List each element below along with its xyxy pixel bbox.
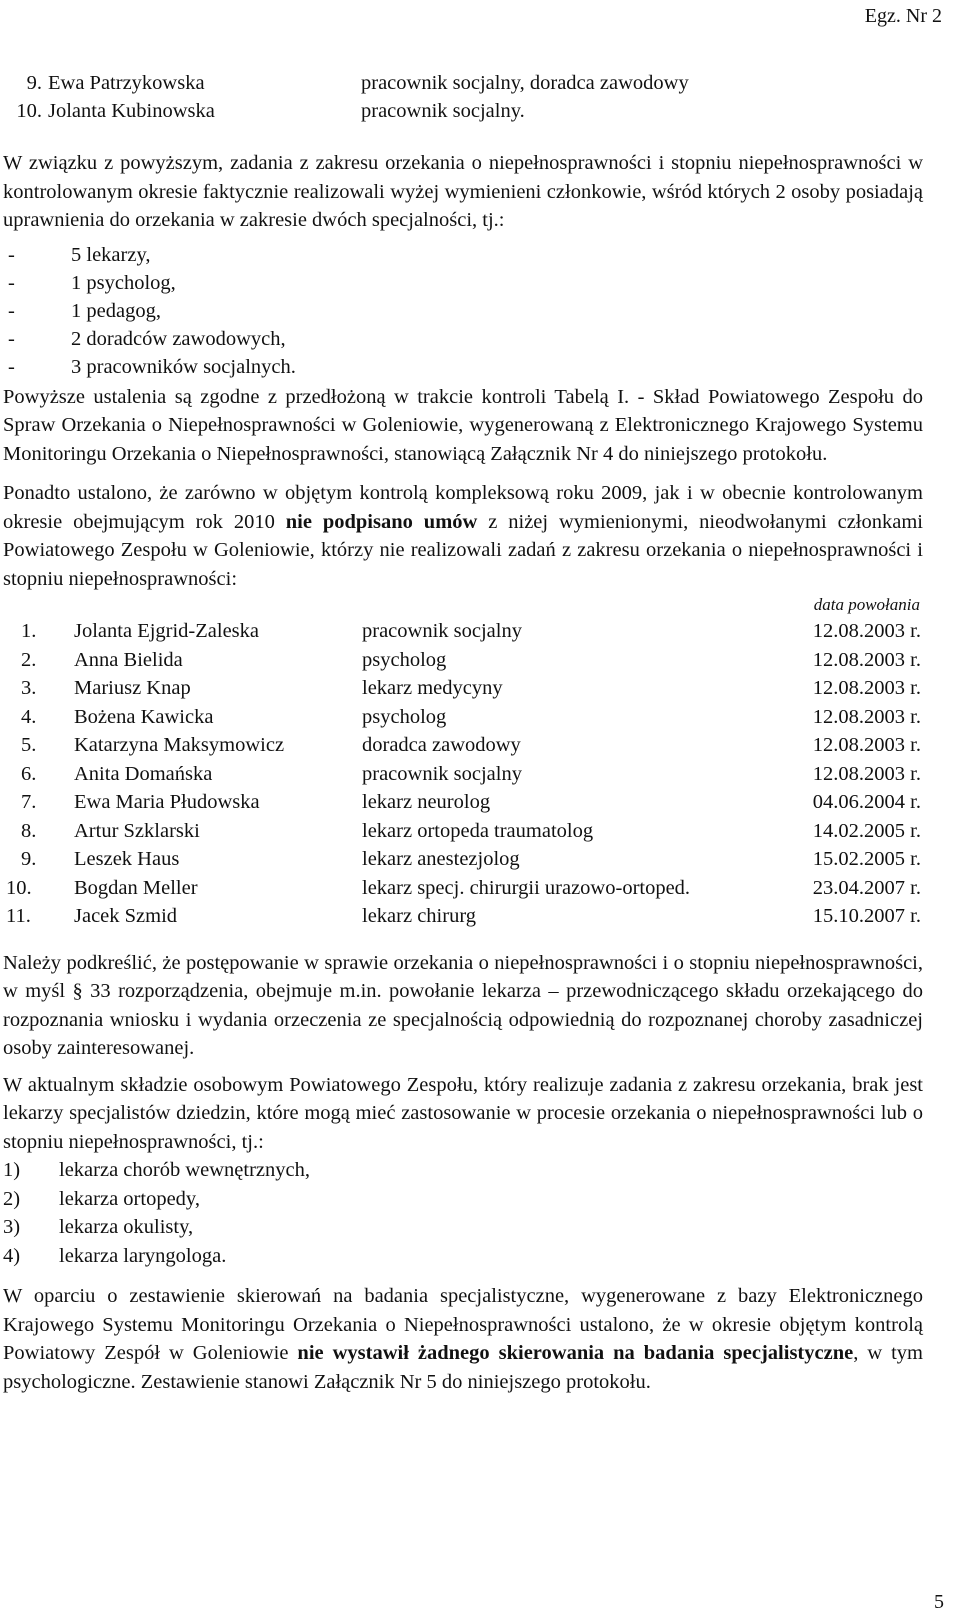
- table-row: 6. Anita Domańska pracownik socjalny 12.08.2003 r.: [21, 762, 921, 785]
- list-item-text: 5 lekarzy,: [71, 243, 151, 266]
- list-item: 2) lekarza ortopedy,: [3, 1187, 200, 1210]
- paragraph-6: W oparciu o zestawienie skierowań na badania specjalistyczne, wygenerowane z bazy Elektronicznego Krajowego Systemu Monitoringu Orzekania o Niepełnosprawności ustalono, że w okresie objętym kontrolą Powiatowy Zespół w Goleniowie nie wystawił żadnego skierowania na badania specjalistyczne, w tym psychologiczne. Zestawienie stanowi Załącznik Nr 5 do niniejszego protokołu.: [3, 1285, 924, 1393]
- table-row: 9. Leszek Haus lekarz anestezjolog 15.02.2005 r.: [21, 848, 921, 870]
- item-number: 9.: [26, 72, 42, 94]
- paragraph-3: Ponadto ustalono, że zarówno w objętym kontrolą kompleksową roku 2009, jak i w obecnie kontrolowanym okresie obejmującym rok 2010 nie podpisano umów z niżej wymienionymi, nieodwołanymi członkami Powiatowego Zespołu w Goleniowie, którzy nie realizowali zadań z zakresu orzekania o niepełnosprawności i stopniu niepełnosprawności:: [3, 482, 923, 590]
- table-row: 2. Anna Bielida psycholog 12.08.2003 r.: [21, 648, 921, 671]
- list-item-text: 2 doradców zawodowych,: [71, 327, 286, 350]
- member-name: Ewa Patrzykowska: [48, 72, 205, 94]
- specialist-count-list: [3, 241, 923, 381]
- missing-specialists-list: [3, 1156, 923, 1270]
- paragraph-1: W związku z powyższym, zadania z zakresu orzekania o niepełnosprawności i stopniu niepełnosprawności w kontrolowanym okresie faktycznie realizowali wyżej wymienieni członkowie, wśród których 2 osoby posiadają uprawnienia do orzekania w zakresie dwóch specjalności, tj.:: [3, 152, 923, 231]
- member-name: Jolanta Kubinowska: [48, 100, 215, 122]
- list-item-text: 1 psycholog,: [71, 271, 176, 294]
- page-number: 5: [934, 1591, 944, 1613]
- list-item: [3, 69, 923, 97]
- members-table: [3, 617, 923, 931]
- list-item: - 3 pracowników socjalnych.: [3, 353, 923, 381]
- paragraph-4: Należy podkreślić, że postępowanie w sprawie orzekania o niepełnosprawności i o stopniu niepełnosprawności, w myśl § 33 rozporządzenia, obejmuje m.in. powołanie lekarza – przewodniczącego składu orzekającego do rozpoznania wniosku i wydania orzeczenia ze specjalnością odpowiednią do rozpoznanej choroby zasadniczej osoby zainteresowanej.: [3, 951, 923, 1059]
- member-role: pracownik socjalny.: [361, 100, 525, 122]
- member-role: pracownik socjalny, doradca zawodowy: [361, 72, 689, 94]
- top-member-list: [3, 69, 923, 125]
- table-row: 4. Bożena Kawicka psycholog 12.08.2003 r.: [21, 705, 921, 728]
- paragraph-2: Powyższe ustalenia są zgodne z przedłożoną w trakcie kontroli Tabelą I. - Skład Powiatowego Zespołu do Spraw Orzekania o Niepełnosprawności w Goleniowie, wygenerowaną z Elektronicznego Krajowego Systemu Monitoringu Orzekania o Niepełnosprawności, stanowiącą Załącznik Nr 4 do niniejszego protokołu.: [3, 385, 923, 465]
- list-item: - 2 doradców zawodowych,: [3, 325, 923, 353]
- emphasis-text: nie podpisano umów: [285, 510, 478, 533]
- table-row: 5. Katarzyna Maksymowicz doradca zawodowy 12.08.2003 r.: [21, 734, 921, 756]
- column-header-appointment-date: data powołania: [813, 595, 920, 614]
- list-item: 3) lekarza okulisty,: [3, 1216, 194, 1238]
- list-item: - 5 lekarzy,: [3, 241, 923, 269]
- page-content: [3, 69, 923, 1396]
- list-item: - 1 pedagog,: [3, 297, 923, 325]
- copy-number: Egz. Nr 2: [864, 5, 942, 27]
- list-item: [3, 97, 923, 125]
- paragraph-5: W aktualnym składzie osobowym Powiatowego Zespołu, który realizuje zadania z zakresu orzekania, brak jest lekarzy specjalistów dziedzin, które mogą mieć zastosowanie w procesie orzekania o niepełnosprawności lub o stopniu niepełnosprawności, tj.:: [3, 1073, 923, 1153]
- table-row: 7. Ewa Maria Płudowska lekarz neurolog 04.06.2004 r.: [21, 791, 921, 813]
- list-item: 1) lekarza chorób wewnętrznych,: [3, 1159, 310, 1181]
- list-item: - 1 psycholog,: [3, 269, 923, 297]
- table-row: 10. Bogdan Meller lekarz specj. chirurgii urazowo-ortoped. 23.04.2007 r.: [6, 876, 921, 899]
- table-row: 11. Jacek Szmid lekarz chirurg 15.10.2007 r.: [6, 905, 921, 927]
- list-item-text: 3 pracowników socjalnych.: [71, 355, 296, 378]
- list-item-text: 1 pedagog,: [71, 299, 161, 322]
- emphasis-text: nie wystawił żadnego skierowania na badania specjalistyczne: [297, 1342, 854, 1364]
- table-row: 3. Mariusz Knap lekarz medycyny 12.08.2003 r.: [21, 677, 921, 699]
- table-row: 8. Artur Szklarski lekarz ortopeda traumatolog 14.02.2005 r.: [21, 819, 921, 842]
- table-row: 1. Jolanta Ejgrid-Zaleska pracownik socjalny 12.08.2003 r.: [21, 620, 921, 642]
- list-item: 4) lekarza laryngologa.: [3, 1244, 227, 1267]
- item-number: 10.: [16, 100, 42, 122]
